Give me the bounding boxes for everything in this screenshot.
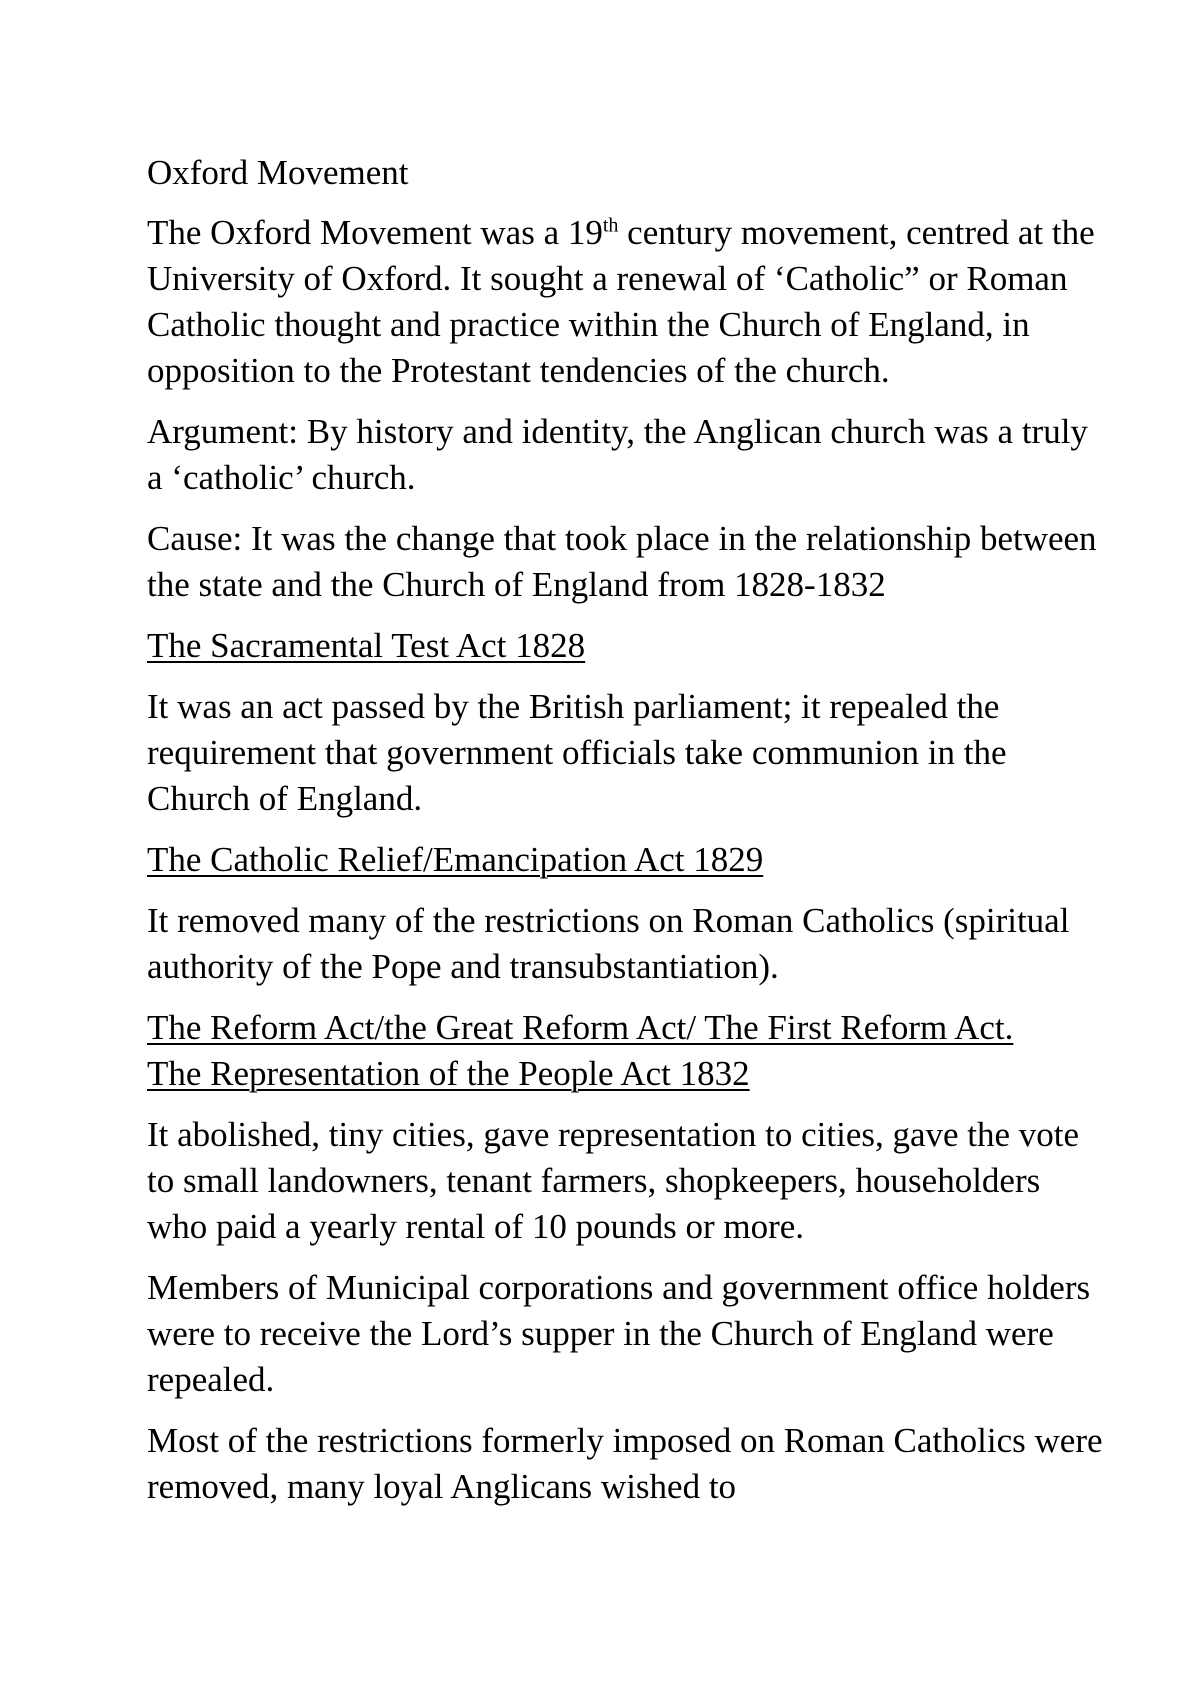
- intro-paragraph: [147, 210, 1107, 394]
- intro-text-end: century movement, centred at the University of Oxford. It sought a renewal of ‘Catholic” or Roman Catholic thought and practice within the Church of England, in opposition to the Protestant tendencies of the church.: [147, 213, 1095, 390]
- cause-paragraph: Cause: It was the change that took place in the relationship between the state and the Church of England from 1828-1832: [147, 519, 1097, 604]
- reform-act-heading-line2: The Representation of the People Act 1832: [147, 1054, 750, 1093]
- document-page: [147, 150, 1107, 1525]
- municipal-corporations-paragraph: Members of Municipal corporations and government office holders were to receive the Lord’s supper in the Church of England were repealed.: [147, 1268, 1091, 1399]
- restrictions-removed-paragraph: Most of the restrictions formerly imposed on Roman Catholics were removed, many loyal Anglicans wished to: [147, 1421, 1103, 1506]
- section-body-sacramental-test-act: It was an act passed by the British parliament; it repealed the requirement that government officials take communion in the Church of England.: [147, 687, 1007, 818]
- section-body-catholic-relief-act: It removed many of the restrictions on Roman Catholics (spiritual authority of the Pope and transubstantiation).: [147, 901, 1070, 986]
- superscript-th: th: [602, 214, 619, 237]
- section-body-reform-act: It abolished, tiny cities, gave representation to cities, gave the vote to small landowners, tenant farmers, shopkeepers, householders who paid a yearly rental of 10 pounds or more.: [147, 1115, 1080, 1246]
- reform-act-heading-line1: The Reform Act/the Great Reform Act/ The First Reform Act.: [147, 1008, 1014, 1047]
- section-heading-catholic-relief-act: The Catholic Relief/Emancipation Act 1829: [147, 840, 764, 879]
- argument-paragraph: Argument: By history and identity, the Anglican church was a truly a ‘catholic’ church.: [147, 412, 1088, 497]
- document-title: Oxford Movement: [147, 153, 409, 192]
- intro-text-start: The Oxford Movement was a 19: [147, 213, 603, 252]
- section-heading-reform-act: [147, 1005, 1107, 1097]
- section-heading-sacramental-test-act: The Sacramental Test Act 1828: [147, 626, 586, 665]
